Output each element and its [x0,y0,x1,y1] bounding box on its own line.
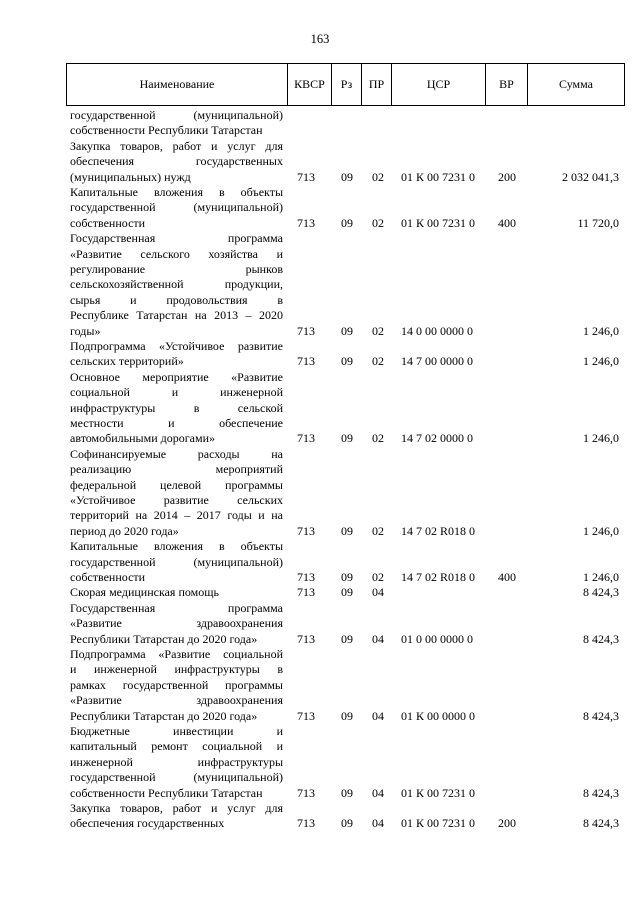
cell-pr: 02 [372,569,384,584]
row-name [70,585,283,600]
cell-sum: 11 720,0 [577,215,619,230]
cell-vr: 200 [498,816,516,831]
cell-csr: 14 7 02 0000 0 [401,431,473,446]
row-name-line: Бюджетные инвестиции и [70,724,283,738]
row-name-line: (муниципальных) нужд [70,169,191,184]
row-name-line: «Развитие здравоохранения [70,616,283,631]
cell-pr: 02 [372,523,384,538]
table-row [0,647,640,724]
row-name-line: сырья и продовольствия в [70,292,283,307]
cell-pr: 02 [372,431,384,446]
table-row [0,601,640,647]
cell-pr: 04 [372,785,384,800]
cell-sum: 8 424,3 [583,816,619,831]
header-vr: ВР [486,64,528,105]
row-name-line: реализацию мероприятий [70,462,283,477]
row-name-line: Скорая медицинская помощь [70,585,219,600]
cell-rz: 09 [341,169,353,184]
cell-pr: 04 [372,585,384,600]
cell-sum: 8 424,3 [583,631,619,646]
cell-csr: 01 К 00 0000 0 [401,708,476,723]
row-name-line: Софинансируемые расходы на [70,446,283,461]
row-name-line: Государственная программа [70,231,283,246]
cell-csr: 14 0 00 0000 0 [401,323,473,338]
row-name-line: капитальный ремонт социальной и [70,739,283,754]
header-rz: Рз [332,64,362,105]
cell-sum: 2 032 041,3 [562,169,619,184]
header-kvsr: КВСР [288,64,332,105]
cell-kvsr: 713 [297,323,315,338]
row-name-line: регулирование рынков [70,262,283,276]
row-name-line: государственной (муниципальной) [70,554,283,569]
cell-rz: 09 [341,323,353,338]
cell-csr: 01 К 00 7231 0 [401,215,476,230]
row-name-line: собственности [70,570,146,584]
row-name-line: Подпрограмма «Устойчивое развитие [70,339,283,353]
row-name-line: рамках государственной программы [70,677,283,692]
cell-kvsr: 713 [297,215,315,230]
row-name-line: Республики Татарстан до 2020 года» [70,631,258,646]
cell-csr: 14 7 00 0000 0 [401,354,473,369]
row-name-line: сельскохозяйственной продукции, [70,277,283,292]
header-name: Наименование [67,64,288,105]
cell-csr: 14 7 02 R018 0 [401,569,476,584]
row-name-line: государственной (муниципальной) [70,200,283,215]
cell-kvsr: 713 [297,431,315,446]
cell-kvsr: 713 [297,585,315,600]
row-name-line: Республике Татарстан на 2013 – 2020 [70,308,283,323]
table-row [0,231,640,339]
row-name-line: «Устойчивое развитие сельских [70,493,283,508]
cell-sum: 1 246,0 [583,354,619,369]
cell-vr: 200 [498,169,516,184]
table-row [0,185,640,231]
row-name-line: обеспечения государственных [70,816,225,831]
row-name-line: Основное мероприятие «Развитие [70,369,283,384]
row-name-line: автомобильными дорогами» [70,431,216,446]
cell-sum: 1 246,0 [583,431,619,446]
row-name [70,601,283,647]
cell-kvsr: 713 [297,708,315,723]
row-name-line: социальной и инженерной [70,385,283,400]
cell-rz: 09 [341,785,353,800]
header-csr: ЦСР [392,64,486,105]
row-name-line: государственной (муниципальной) [70,770,283,785]
cell-rz: 09 [341,631,353,646]
row-name [70,801,283,832]
row-name-line: «Развитие сельского хозяйства и [70,246,283,261]
cell-sum: 1 246,0 [583,569,619,584]
cell-rz: 09 [341,354,353,369]
header-pr: ПР [362,64,392,105]
row-name-line: сельских территорий» [70,354,184,369]
cell-kvsr: 713 [297,785,315,800]
table-row [0,724,640,801]
row-name-line: Капитальные вложения в объекты [70,539,283,554]
cell-kvsr: 713 [297,354,315,369]
cell-sum: 8 424,3 [583,708,619,723]
table-row [0,370,640,447]
row-name-line: Закупка товаров, работ и услуг для [70,801,283,815]
cell-vr: 400 [498,215,516,230]
row-name [70,231,283,339]
row-name-line: Государственная программа [70,600,283,615]
table-header [66,63,625,106]
cell-pr: 04 [372,816,384,831]
cell-pr: 02 [372,323,384,338]
cell-pr: 02 [372,215,384,230]
cell-pr: 04 [372,631,384,646]
cell-rz: 09 [341,431,353,446]
cell-csr: 01 0 00 0000 0 [401,631,473,646]
row-name [70,139,283,185]
row-name-line: государственной (муниципальной) [70,108,283,122]
row-name [70,647,283,724]
table-row [0,801,640,832]
cell-sum: 1 246,0 [583,523,619,538]
cell-kvsr: 713 [297,816,315,831]
row-name [70,185,283,231]
row-name [70,724,283,801]
row-name-line: «Развитие здравоохранения [70,693,283,708]
row-name [70,447,283,539]
cell-pr: 02 [372,169,384,184]
row-name-line: собственности Республики Татарстан [70,785,263,800]
cell-kvsr: 713 [297,523,315,538]
table-row [0,585,640,600]
row-name [70,539,283,585]
row-name [70,370,283,447]
row-name-line: собственности Республики Татарстан [70,123,263,138]
cell-rz: 09 [341,215,353,230]
table-row [0,339,640,370]
cell-rz: 09 [341,569,353,584]
cell-kvsr: 713 [297,169,315,184]
cell-sum: 1 246,0 [583,323,619,338]
row-name-line: период до 2020 года» [70,523,179,538]
table-row [0,539,640,585]
row-name-line: собственности [70,215,146,230]
cell-sum: 8 424,3 [583,585,619,600]
cell-rz: 09 [341,708,353,723]
row-name-line: Закупка товаров, работ и услуг для [70,138,283,153]
page-number: 163 [310,32,330,46]
cell-vr: 400 [498,569,516,584]
cell-kvsr: 713 [297,569,315,584]
row-name-line: федеральной целевой программы [70,477,283,492]
cell-csr: 01 К 00 7231 0 [401,785,476,800]
table-row [0,108,640,139]
row-name-line: инфраструктуры в сельской [70,400,283,415]
cell-sum: 8 424,3 [583,785,619,800]
cell-rz: 09 [341,523,353,538]
cell-csr: 01 К 00 7231 0 [401,169,476,184]
row-name-line: Капитальные вложения в объекты [70,185,283,199]
row-name-line: годы» [70,323,101,338]
row-name-line: Подпрограмма «Развитие социальной [70,647,283,661]
row-name [70,108,283,139]
row-name-line: местности и обеспечение [70,416,283,431]
table-row [0,139,640,185]
row-name-line: территорий на 2014 – 2017 годы и на [70,508,283,523]
row-name [70,339,283,370]
row-name-line: Республики Татарстан до 2020 года» [70,708,258,723]
header-sum: Сумма [559,77,593,91]
row-name-line: и инженерной инфраструктуры в [70,662,283,677]
cell-kvsr: 713 [297,631,315,646]
row-name-line: обеспечения государственных [70,154,283,169]
cell-pr: 04 [372,708,384,723]
table-row [0,447,640,539]
row-name-line: инженерной инфраструктуры [70,754,283,769]
cell-pr: 02 [372,354,384,369]
cell-rz: 09 [341,816,353,831]
cell-rz: 09 [341,585,353,600]
cell-csr: 14 7 02 R018 0 [401,523,476,538]
cell-csr: 01 К 00 7231 0 [401,816,476,831]
